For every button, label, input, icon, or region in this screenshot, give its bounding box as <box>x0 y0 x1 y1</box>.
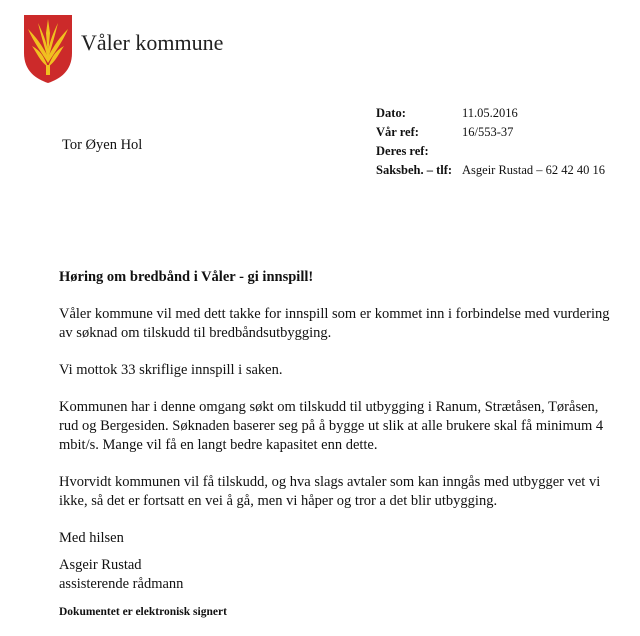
coat-of-arms-icon <box>22 13 74 85</box>
signature-title: assisterende rådmann <box>59 576 184 592</box>
meta-date-row <box>376 104 605 123</box>
closing: Med hilsen <box>59 530 124 546</box>
meta-label: Vår ref: <box>376 125 419 139</box>
meta-value: Asgeir Rustad – 62 42 40 16 <box>462 163 606 177</box>
meta-label: Deres ref: <box>376 144 429 158</box>
organization-name: Våler kommune <box>81 30 224 55</box>
meta-value: 11.05.2016 <box>462 106 518 120</box>
letter-meta <box>376 104 605 180</box>
paragraph: Vi mottok 33 skriflige innspill i saken. <box>59 362 283 378</box>
meta-label: Dato: <box>376 106 406 120</box>
signature-block <box>59 556 183 594</box>
meta-label: Saksbeh. – tlf: <box>376 163 453 177</box>
electronic-signature-note: Dokumentet er elektronisk signert <box>59 606 227 618</box>
meta-value: 16/553-37 <box>462 125 514 139</box>
letter-body <box>59 268 619 566</box>
letter-subject: Høring om bredbånd i Våler - gi innspill! <box>59 269 314 285</box>
recipient-name: Tor Øyen Hol <box>62 137 143 153</box>
paragraph: Kommunen har i denne omgang søkt om tilskudd til utbygging i Ranum, Strætåsen, Tøråsen, rud og Bergesiden. Søknaden baserer seg på å bygge ut slik at alle brukere skal få minimum 4 mbit/s. Mange vil få en langt bedre kapasitet enn dette. <box>59 399 604 453</box>
paragraph: Våler kommune vil med dett takke for innspill som er kommet inn i forbindelse med vurdering av søknad om tilskudd til bredbåndsutbygging. <box>59 306 610 341</box>
signature-name: Asgeir Rustad <box>59 557 142 573</box>
meta-your-ref-row <box>376 142 605 161</box>
paragraph: Hvorvidt kommunen vil få tilskudd, og hva slags avtaler som kan inngås med utbygger vet vi ikke, så det er fortsatt en vei å gå, men vi håper og tror a det blir utbygging. <box>59 474 601 509</box>
meta-our-ref-row <box>376 123 605 142</box>
meta-case-handler-row <box>376 161 605 180</box>
